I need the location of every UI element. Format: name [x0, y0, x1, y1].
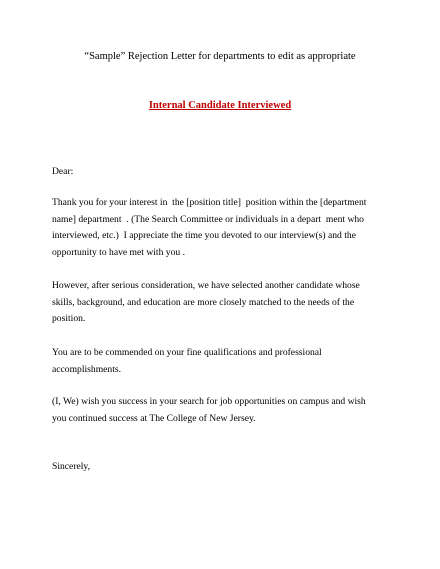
paragraph-line: (I, We) wish you success in your search for job opportunities on campus and wish [52, 396, 366, 407]
paragraph-line: However, after serious consideration, we have selected another candidate whose [52, 280, 360, 291]
paragraph-line: position. [52, 313, 86, 324]
paragraph-line: You are to be commended on your fine qualifications and professional [52, 347, 322, 358]
document-title: “Sample” Rejection Letter for departments to edit as appropriate [84, 51, 356, 62]
document-subtitle: Internal Candidate Interviewed [148, 100, 292, 111]
paragraph-line: Thank you for your interest in the [position title] position within the [department [52, 197, 367, 208]
paragraph-interest [52, 195, 412, 261]
salutation [52, 164, 412, 181]
closing [52, 459, 412, 476]
salutation-text: Dear: [52, 166, 74, 177]
paragraph-line: accomplishments. [52, 363, 122, 375]
paragraph-line: skills, background, and education are more closely matched to the needs of the [52, 296, 355, 308]
paragraph-commendation [52, 345, 412, 378]
paragraph-line: opportunity to have met with you . [52, 246, 185, 258]
paragraph-wishes [52, 394, 412, 427]
paragraph-line: name] department . (The Search Committee or individuals in a depart ment who [52, 213, 364, 225]
paragraph-line: interviewed, etc.) I appreciate the time you devoted to our interview(s) and the [52, 230, 356, 241]
paragraph-decision [52, 278, 412, 328]
paragraph-line: you continued success at The College of New Jersey. [52, 412, 256, 424]
closing-text: Sincerely, [52, 461, 91, 472]
